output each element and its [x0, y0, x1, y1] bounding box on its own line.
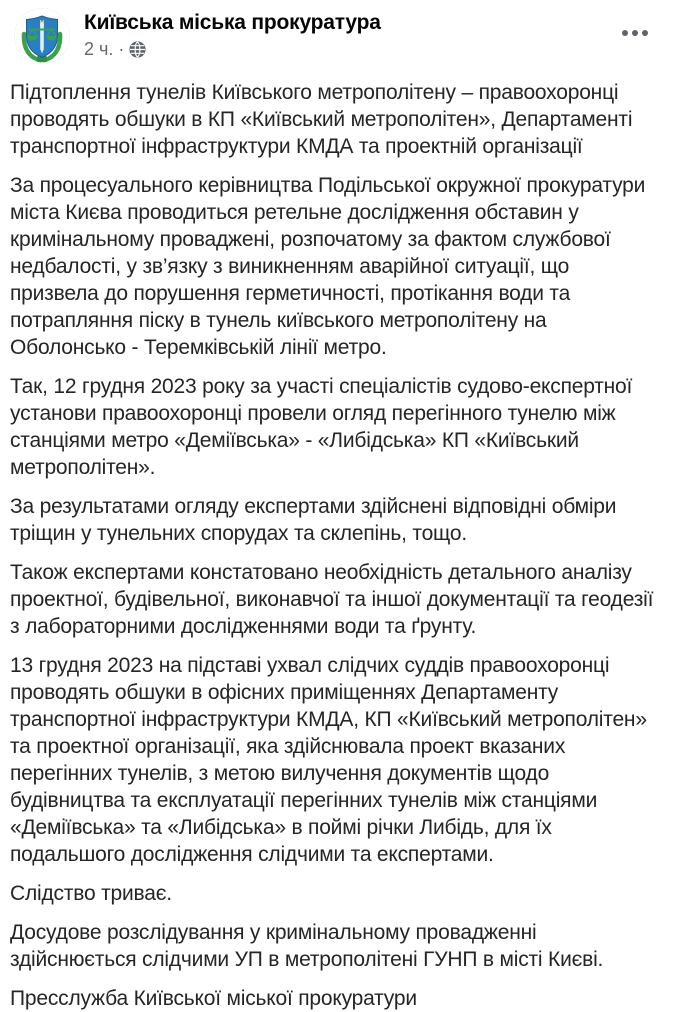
post-paragraph: Слідство триває.	[10, 882, 172, 905]
post-paragraph-signature: Пресслужба Київської міської прокуратури	[10, 987, 417, 1010]
post-paragraph: 13 грудня 2023 на підставі ухвал слідчих суддів правоохоронці проводять обшуки в офісних приміщеннях Департаменту транспортної інфраструктури КМДА, КП «Київський метрополітен» та проектної організації, яка здійснювала проект вказаних перегінних тунелів, з метою вилучення документів щодо будівництва та експлуатації перегінних тунелів між станціями «Деміївська» та «Либідська» в поймі річки Либідь, для їх подальшого дослідження слідчими та експертами.	[10, 654, 647, 866]
dot-separator: ·	[118, 39, 125, 59]
post-paragraph: Також експертами констатовано необхідність детального аналізу проектної, будівельної, виконавчої та іншої документації та геодезії з лабораторними дослідженнями води та ґрунту.	[10, 561, 654, 638]
post-paragraph: За результатами огляду експертами здійснені відповідні обміри тріщин у тунельних спорудах та склепінь, тощо.	[10, 495, 617, 545]
more-options-button[interactable]	[617, 20, 653, 46]
prosecutor-emblem-icon	[14, 8, 70, 64]
post-paragraph: Досудове розслідування у кримінальному провадженні здійснюється слідчими УП в метрополітені ГУНП в місті Києві.	[10, 921, 604, 971]
post-header	[0, 0, 675, 64]
post-paragraph: Так, 12 грудня 2023 року за участі спеціалістів судово-експертної установи правоохоронці провели огляд перегінного тунелю між станціями метро «Деміївська» - «Либідська» КП «Київський метрополітен».	[10, 375, 633, 479]
post-text	[0, 64, 675, 1012]
post-paragraph: За процесуального керівництва Подільської окружної прокуратури міста Києва проводиться ретельне дослідження обставин у кримінальному проваджені, розпочатому за фактом службової недбалості, у зв’язку з виникненням аварійної ситуації, що призвела до порушення герметичності, протікання води та потрапляння піску в тунель київського метрополітену на Оболонсько - Теремківській лінії метро.	[10, 174, 646, 359]
post-paragraph-title: Підтоплення тунелів Київського метрополітену – правоохоронці проводять обшуки в КП «Київський метрополітен», Департаменті транспортної інфраструктури КМДА та проектній організації	[10, 81, 633, 158]
post-timestamp[interactable]: 2 ч.	[84, 39, 114, 59]
page-name-link[interactable]: Київська міська прокуратура	[84, 11, 381, 34]
post-meta-line	[84, 38, 381, 60]
ellipsis-icon	[622, 30, 628, 36]
page-avatar[interactable]	[14, 8, 70, 64]
globe-icon	[129, 41, 146, 58]
header-meta	[84, 8, 381, 60]
